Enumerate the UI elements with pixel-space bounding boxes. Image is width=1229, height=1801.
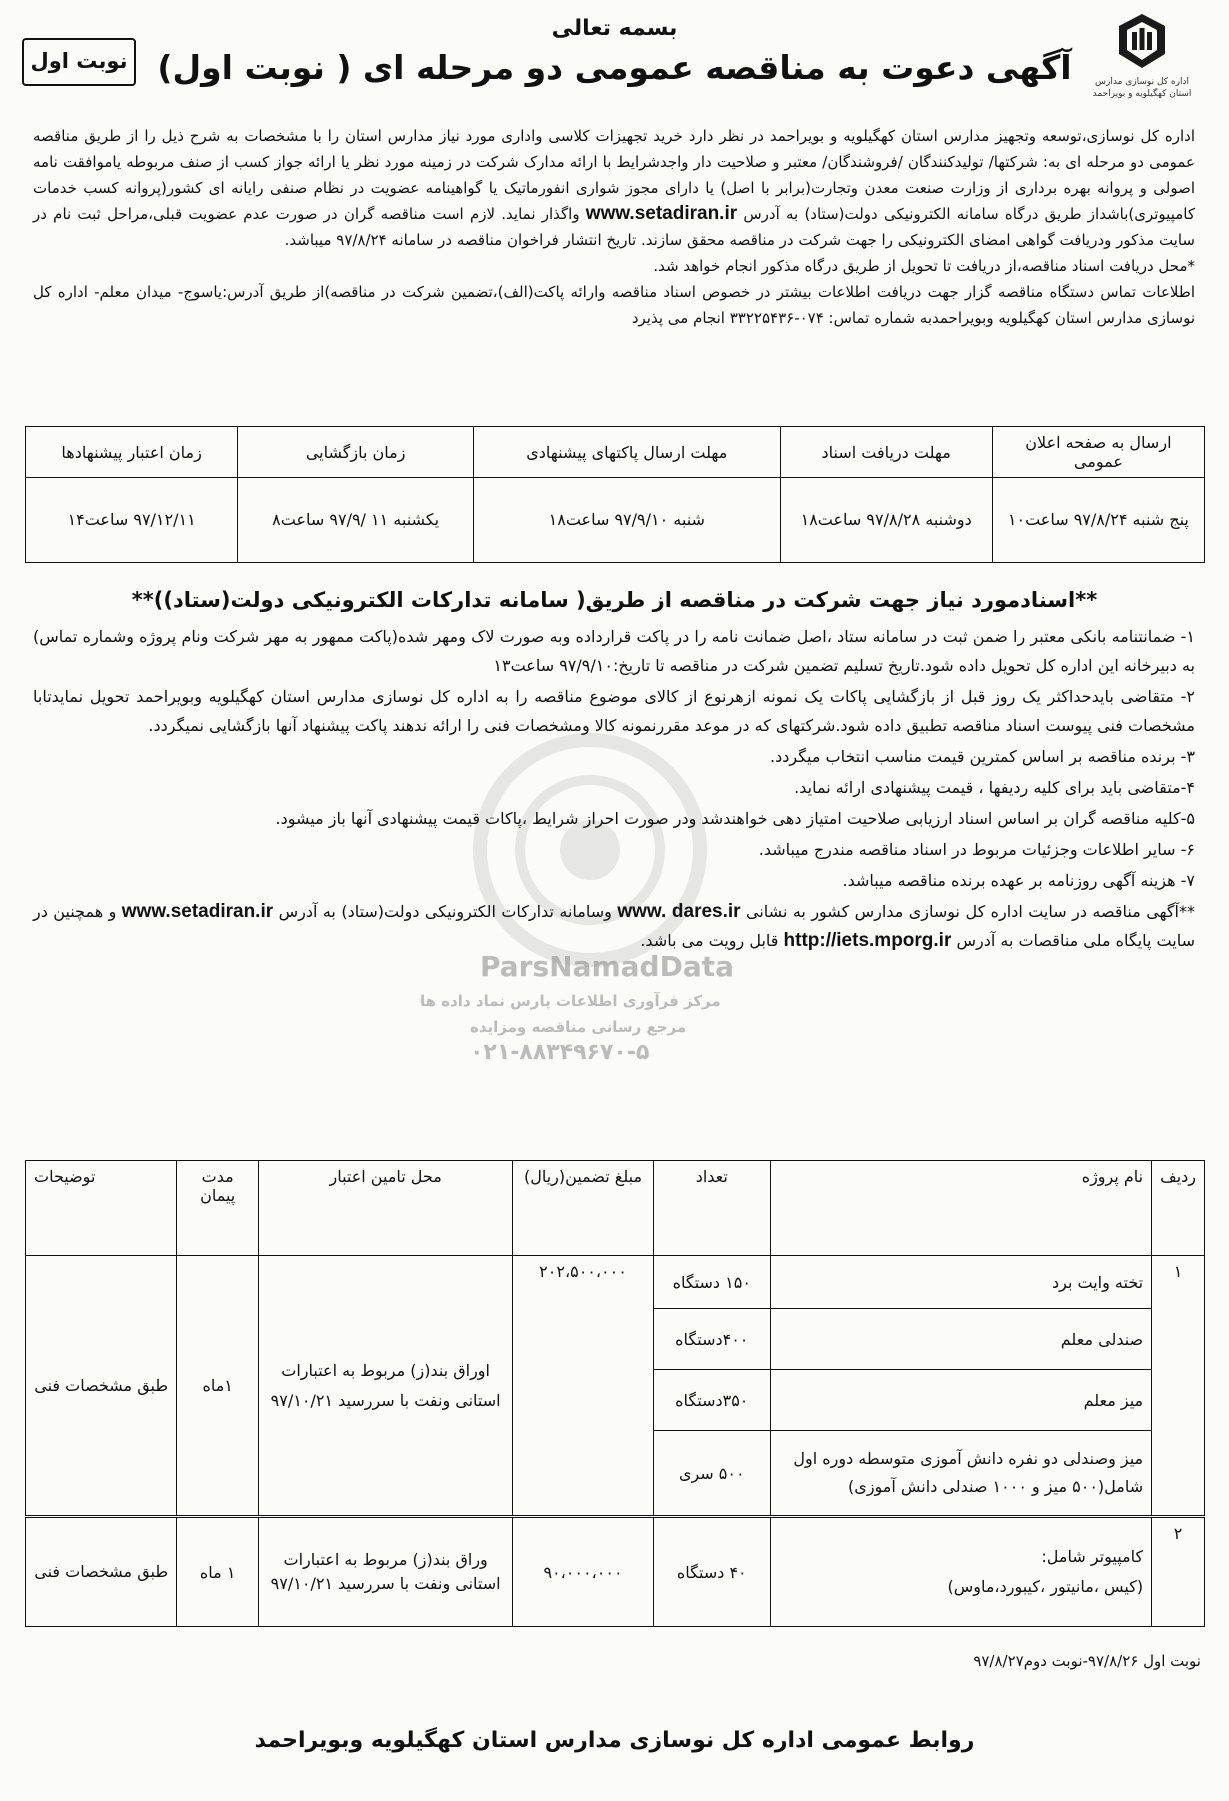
dares-link[interactable]: www. dares.ir	[617, 901, 741, 922]
item-name-cell	[770, 1517, 1151, 1627]
schedule-table	[25, 426, 1205, 563]
schedule-cell: پنج شنبه ۹۷/۸/۲۴ ساعت۱۰	[992, 478, 1204, 563]
schedule-header: ارسال به صفحه اعلان عمومی	[992, 427, 1204, 478]
schedule-row	[26, 478, 1205, 563]
item-name: میز معلم	[770, 1370, 1151, 1431]
col-notes-header: توضیحات	[26, 1161, 177, 1256]
guarantee-amount: ۲۰۲،۵۰۰،۰۰۰	[513, 1256, 653, 1517]
watermark-brand: ParsNamadData	[480, 950, 734, 983]
setadiran-link[interactable]: www.setadiran.ir	[121, 901, 274, 922]
logo-caption-1: اداره کل نوسازی مدارس	[1095, 77, 1189, 87]
logo-caption-2: استان کهگیلویه و بویراحمد	[1092, 89, 1192, 99]
list-item: ۳- برنده مناقصه بر اساس کمترین قیمت مناسب انتخاب میگردد.	[770, 747, 1195, 766]
watermark-phone: ۰۲۱-۸۸۳۴۹۶۷۰-۵	[470, 1040, 650, 1065]
contract-duration: ۱ماه	[177, 1256, 259, 1517]
schedule-cell: ۹۷/۱۲/۱۱ ساعت۱۴	[26, 478, 238, 563]
projects-header-row	[26, 1161, 1205, 1256]
iets-link[interactable]: http://iets.mporg.ir	[783, 930, 952, 951]
item-count: ۱۵۰ دستگاه	[653, 1256, 770, 1309]
documents-list	[33, 622, 1195, 957]
list-item: ۷- هزینه آگهی روزنامه بر عهده برنده مناقصه میباشد.	[842, 871, 1195, 890]
publication-dates: نوبت اول ۹۷/۸/۲۶-نوبت دوم۹۷/۸/۲۷	[973, 1652, 1201, 1670]
list-item: ۲- متقاضی بایدحداکثر یک روز قبل از بازگشایی پاکات یک نمونه ازهرنوع از کالای موضوع مناقصه را به اداره کل نوسازی مدارس استان کهگیلویه وبویراحمد تحویل نمایدتابا مشخصات فنی پیوست اسناد مناقصه تطبیق داده شود.شرکتهای که در موعد مقررنمونه کالا ومشخصات فنی را ارائه ندهند پاکت پیشنهاد آنها بازگشایی نمیگردد.	[33, 687, 1195, 735]
schedule-header: مهلت دریافت اسناد	[780, 427, 992, 478]
projects-table	[25, 1160, 1205, 1627]
intro-paragraph	[33, 123, 1195, 253]
col-row-header: ردیف	[1152, 1161, 1205, 1256]
intro-p1b: واگذار نماید. لازم است مناقصه گران در صورت عدم عضویت قبلی،مراحل ثبت نام در سایت مذکور ودریافت گواهی امضای الکترونیکی را جهت شرکت در مناقصه محقق سازند. تاریخ انتشار فراخوان مناقصه در سامانه ۹۷/۸/۲۴ میباشد.	[33, 205, 1195, 249]
intro-p2: *محل دریافت اسناد مناقصه،از دریافت تا تحویل از طریق درگاه مذکور انجام خواهد شد.	[653, 257, 1195, 275]
item-count: ۴۰۰دستگاه	[653, 1309, 770, 1370]
besmellah: بسمه تعالی	[551, 16, 678, 41]
notes: طبق مشخصات فنی	[26, 1517, 177, 1627]
documents-heading: **اسنادمورد نیاز جهت شرکت در مناقصه از طریق( سامانه تدارکات الکترونیکی دولت(ستاد))**	[131, 588, 1098, 612]
row-number: ۱	[1152, 1256, 1205, 1517]
item-name: صندلی معلم	[770, 1309, 1151, 1370]
notice-d: قابل رویت می باشد.	[640, 931, 779, 950]
col-guarantee-header: مبلغ تضمین(ریال)	[513, 1161, 653, 1256]
schedule-cell: دوشنبه ۹۷/۸/۲۸ ساعت۱۸	[780, 478, 992, 563]
page-title: آگهی دعوت به مناقصه عمومی دو مرحله ای ( نوبت اول)	[157, 48, 1072, 87]
col-count-header: تعداد	[653, 1161, 770, 1256]
col-funding-header: محل تامین اعتبار	[259, 1161, 513, 1256]
list-item: ۶- سایر اطلاعات وجزئیات مربوط در اسناد مناقصه مندرج میباشد.	[758, 840, 1195, 859]
list-item: ۱- ضمانتنامه بانکی معتبر را ضمن ثبت در سامانه ستاد ،اصل ضمانت نامه را در پاکت قرارداده وبه صورت لاک ومهر شده(پاکت ممهور به مهر شرکت ونام پروژه وشماره تماس) به دبیرخانه این اداره کل تحویل داده شود.تاریخ تسلیم تضمین شرکت در مناقصه تا تاریخ:۹۷/۹/۱۰ ساعت۱۳	[33, 627, 1195, 675]
funding-source: اوراق بند(ز) مربوط به اعتبارات استانی ونفت با سررسید ۹۷/۱۰/۲۱	[259, 1256, 513, 1517]
item-name-detail: (کیس ،مانیتور ،کیبورد،ماوس)	[947, 1577, 1144, 1596]
signature: روابط عمومی اداره کل نوسازی مدارس استان کهگیلویه وبویراحمد	[254, 1728, 975, 1753]
guarantee-amount: ۹۰،۰۰۰،۰۰۰	[513, 1517, 653, 1627]
item-name: تخته وایت برد	[770, 1256, 1151, 1309]
notice-b: وسامانه تدارکات الکترونیکی دولت(ستاد) به آدرس	[278, 902, 612, 921]
setadiran-link[interactable]: www.setadiran.ir	[585, 203, 738, 224]
list-item: ۵-کلیه مناقصه گران بر اساس اسناد ارزیابی صلاحیت امتیاز دهی خواهندشد ودر صورت احراز شرایط ،پاکات قیمت پیشنهادی آنها باز میشود.	[275, 809, 1195, 828]
list-item: ۴-متقاضی باید برای کلیه ردیفها ، قیمت پیشنهادی ارائه نماید.	[794, 778, 1195, 797]
schedule-header: زمان بازگشایی	[238, 427, 474, 478]
table-row	[26, 1517, 1205, 1627]
funding-source: وراق بند(ز) مربوط به اعتبارات استانی ونفت با سررسید ۹۷/۱۰/۲۱	[259, 1517, 513, 1627]
schedule-cell: یکشنبه ۱۱ /۹۷/۹ ساعت۸	[238, 478, 474, 563]
intro-p1: اداره کل نوسازی،توسعه وتجهیز مدارس استان کهگیلویه و بویراحمد در نظر دارد خرید تجهیزات کلاسی واداری مورد نیاز مدارس استان را با مشخصات به شرح ذیل را از طریق مناقصه عمومی دو مرحله ای به: شرکتها/ تولیدکنندگان /فروشندگان/ معتبر و صلاحیت دار واجدشرایط با ارائه مدارک شرکت در زمینه مورد نظر یا ارائه جواز کسب از صنف مربوطه یاموافقت نامه اصولی و پروانه بهره برداری از وزارت صنعت معدن وتجارت(برابر با اصل) یا دارای مجوز شواری انفورماتیک یا گواهینامه عضویت در نظام صنفی رایانه ای کشور(پروانه کسب خدمات کامپیوتری)باشداز طریق درگاه سامانه الکترونیکی دولت(ستاد) به آدرس	[33, 127, 1195, 223]
intro-text	[33, 123, 1195, 331]
notes: طبق مشخصات فنی	[26, 1256, 177, 1517]
table-row	[26, 1256, 1205, 1309]
schedule-header-row	[26, 427, 1205, 478]
col-duration-header: مدت پیمان	[177, 1161, 259, 1256]
watermark-line-2: مرجع رسانی مناقصه ومزایده	[470, 1018, 687, 1036]
intro-p3: اطلاعات تماس دستگاه مناقصه گزار جهت دریافت اطلاعات بیشتر در خصوص اسناد مناقصه وارائه پاکت(الف)،تضمین شرکت در مناقصه)از طریق آدرس:یاسوج- میدان معلم- اداره کل نوسازی مدارس استان کهگیلویه وبویراحمدبه شماره تماس: ۰۷۴-۳۳۲۲۵۴۳۶ انجام می پذیرد	[33, 283, 1195, 327]
contract-duration: ۱ ماه	[177, 1517, 259, 1627]
item-count: ۴۰ دستگاه	[653, 1517, 770, 1627]
schedule-header: زمان اعتبار پیشنهادها	[26, 427, 238, 478]
row-number: ۲	[1152, 1517, 1205, 1627]
notice-c: و همچنین در سایت پایگاه ملی مناقصات به آدرس	[33, 902, 1195, 950]
item-count: ۵۰۰ سری	[653, 1431, 770, 1517]
notice-a: **آگهی مناقصه در سایت اداره کل نوسازی مدارس کشور به نشانی	[746, 902, 1195, 921]
round-badge: نوبت اول	[22, 38, 136, 86]
schedule-header: مهلت ارسال پاکتهای پیشنهادی	[474, 427, 781, 478]
schedule-cell: شنبه ۹۷/۹/۱۰ ساعت۱۸	[474, 478, 781, 563]
item-name: میز وصندلی دو نفره دانش آموزی متوسطه دوره اول شامل(۵۰۰ میز و ۱۰۰۰ صندلی دانش آموزی)	[770, 1431, 1151, 1517]
notice-paragraph	[33, 897, 1195, 955]
watermark-line-1: مرکز فرآوری اطلاعات پارس نماد داده ها	[420, 992, 721, 1010]
item-count: ۳۵۰دستگاه	[653, 1370, 770, 1431]
item-name: کامپیوتر شامل:	[1041, 1547, 1144, 1566]
col-name-header: نام پروژه	[770, 1161, 1151, 1256]
